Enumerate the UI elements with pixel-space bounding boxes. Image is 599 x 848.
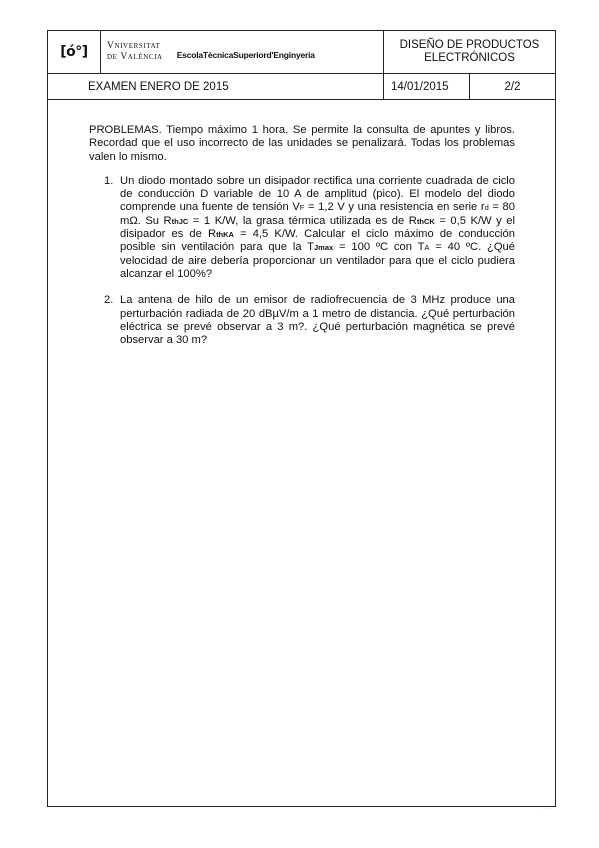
problem-number: 2. [104, 294, 114, 307]
exam-title: EXAMEN ENERO DE 2015 [48, 74, 384, 100]
university-name: Vniversitat de València [107, 41, 163, 62]
exam-header [47, 30, 556, 100]
footer-mark: · · · [541, 806, 551, 812]
institution-cell [101, 31, 384, 74]
problem-item [89, 294, 515, 347]
page-number: 2/2 [470, 74, 556, 100]
problem-text: La antena de hilo de un emisor de radiofrecuencia de 3 MHz produce una perturbación radiada de 20 dBµV/m a 1 metro de distancia. ¿Qué perturbación eléctrica se prevé observar a 3 m?. ¿Qué perturbación magnética se prevé observar a 30 m? [120, 294, 515, 347]
problem-list [89, 175, 515, 348]
exam-content [89, 124, 515, 360]
problem-item [89, 175, 515, 281]
logo-icon: [ó°] [60, 44, 88, 60]
university-logo [48, 31, 101, 74]
exam-date: 14/01/2015 [384, 74, 470, 100]
problem-number: 1. [104, 174, 114, 187]
school-name: EscolaTècnicaSuperiord'Enginyeria [176, 50, 315, 60]
instructions-paragraph: PROBLEMAS. Tiempo máximo 1 hora. Se permite la consulta de apuntes y libros. Recordad que el uso incorrecto de las unidades se penalizará. Todas los problemas valen lo mismo. [89, 124, 515, 163]
problem-text: Un diodo montado sobre un disipador rectifica una corriente cuadrada de ciclo de conducción D variable de 10 A de amplitud (pico). El modelo del diodo comprende una fuente de tensión VF = 1,2 V y una resistencia en serie rd = 80 mΩ. Su RthJC = 1 K/W, la grasa térmica utilizada es de RthCK = 0,5 K/W y el disipador es de RthKA = 4,5 K/W. Calcular el ciclo máximo de conducción posible sin ventilación para que la TJmax = 100 ºC con TA = 40 ºC. ¿Qué velocidad de aire debería proporcionar un ventilador para que el ciclo pudiera alcanzar el 100%? [120, 174, 515, 280]
subject-title: DISEÑO DE PRODUCTOS ELECTRÓNICOS [384, 31, 556, 74]
